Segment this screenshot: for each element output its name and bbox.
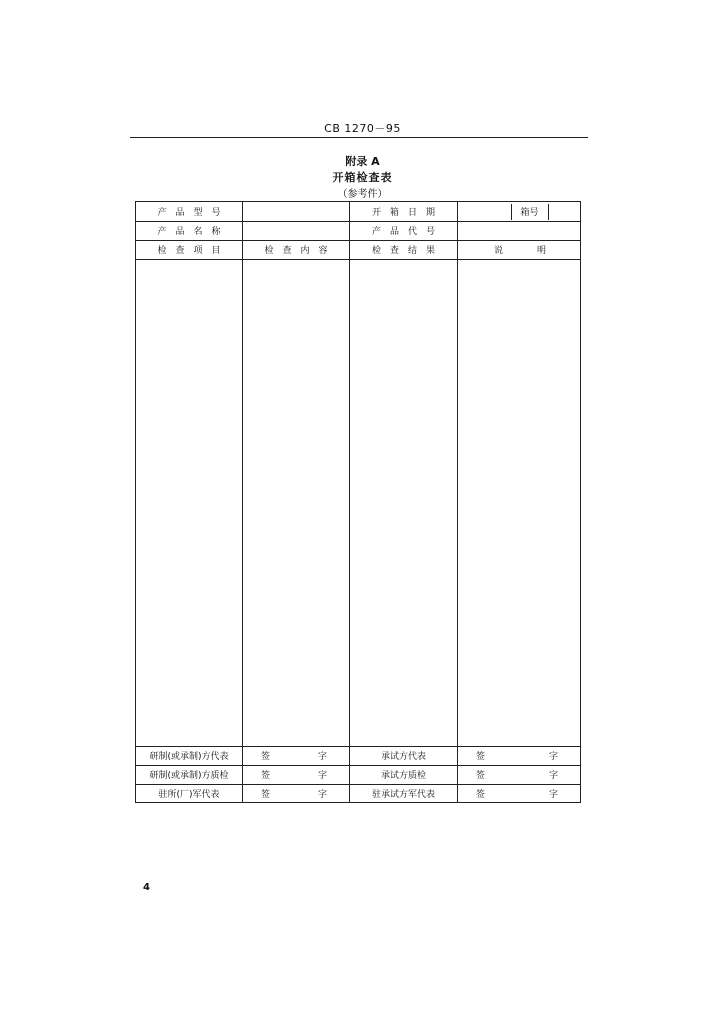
column-header-remarks xyxy=(458,240,580,259)
inspection-content-body[interactable] xyxy=(243,260,349,746)
product-code-label: 产品代号 xyxy=(371,227,444,237)
unpacking-date-field[interactable] xyxy=(458,202,510,221)
signature-role-left: 研制(或承制)方质检 xyxy=(149,771,229,781)
inspection-result-body[interactable] xyxy=(350,260,457,746)
unpacking-date-label: 开箱日期 xyxy=(371,208,444,218)
form-title: 开箱检查表 xyxy=(332,171,393,184)
product-code-field[interactable] xyxy=(458,221,580,240)
sign-char: 字 xyxy=(548,771,558,781)
signature-field[interactable] xyxy=(243,746,349,765)
column-header-remarks-char-1: 说 xyxy=(494,246,504,256)
inspection-form xyxy=(135,201,581,803)
sign-char: 签 xyxy=(261,752,271,762)
sign-char: 签 xyxy=(476,771,486,781)
inspection-item-body[interactable] xyxy=(136,260,242,746)
signature-field[interactable] xyxy=(243,784,349,803)
sign-char: 字 xyxy=(317,771,327,781)
sign-char: 签 xyxy=(476,790,486,800)
box-number-label: 箱号 xyxy=(520,208,539,218)
product-name-label: 产品名称 xyxy=(157,227,230,237)
column-header-remarks-char-2: 明 xyxy=(536,246,546,256)
column-header-inspection-content: 检查内容 xyxy=(264,246,337,256)
standard-code: CB 1270－95 xyxy=(324,122,401,135)
column-header-inspection-item: 检查项目 xyxy=(157,246,230,256)
product-model-field[interactable] xyxy=(243,202,349,221)
signature-role-right: 驻承试方军代表 xyxy=(371,790,435,800)
sign-char: 签 xyxy=(261,790,271,800)
appendix-title: 附录 A xyxy=(345,155,380,168)
signature-role-left: 研制(或承制)方代表 xyxy=(149,752,229,762)
signature-role-right: 承试方代表 xyxy=(380,752,426,762)
signature-field[interactable] xyxy=(243,765,349,784)
sign-char: 签 xyxy=(261,771,271,781)
product-name-field[interactable] xyxy=(243,221,349,240)
sign-char: 签 xyxy=(476,752,486,762)
product-model-label: 产品型号 xyxy=(157,208,230,218)
sign-char: 字 xyxy=(317,790,327,800)
signature-field[interactable] xyxy=(458,765,580,784)
sign-char: 字 xyxy=(548,790,558,800)
signature-field[interactable] xyxy=(458,746,580,765)
box-number-field[interactable] xyxy=(548,202,580,221)
sign-char: 字 xyxy=(317,752,327,762)
signature-role-left: 驻所(厂)军代表 xyxy=(158,790,220,800)
remarks-body[interactable] xyxy=(458,260,580,746)
reference-note: （参考件） xyxy=(337,189,388,200)
header-rule xyxy=(130,137,588,138)
signature-field[interactable] xyxy=(458,784,580,803)
column-header-inspection-result: 检查结果 xyxy=(371,246,444,256)
signature-role-right: 承试方质检 xyxy=(380,771,426,781)
sign-char: 字 xyxy=(548,752,558,762)
page-number: 4 xyxy=(143,882,150,893)
